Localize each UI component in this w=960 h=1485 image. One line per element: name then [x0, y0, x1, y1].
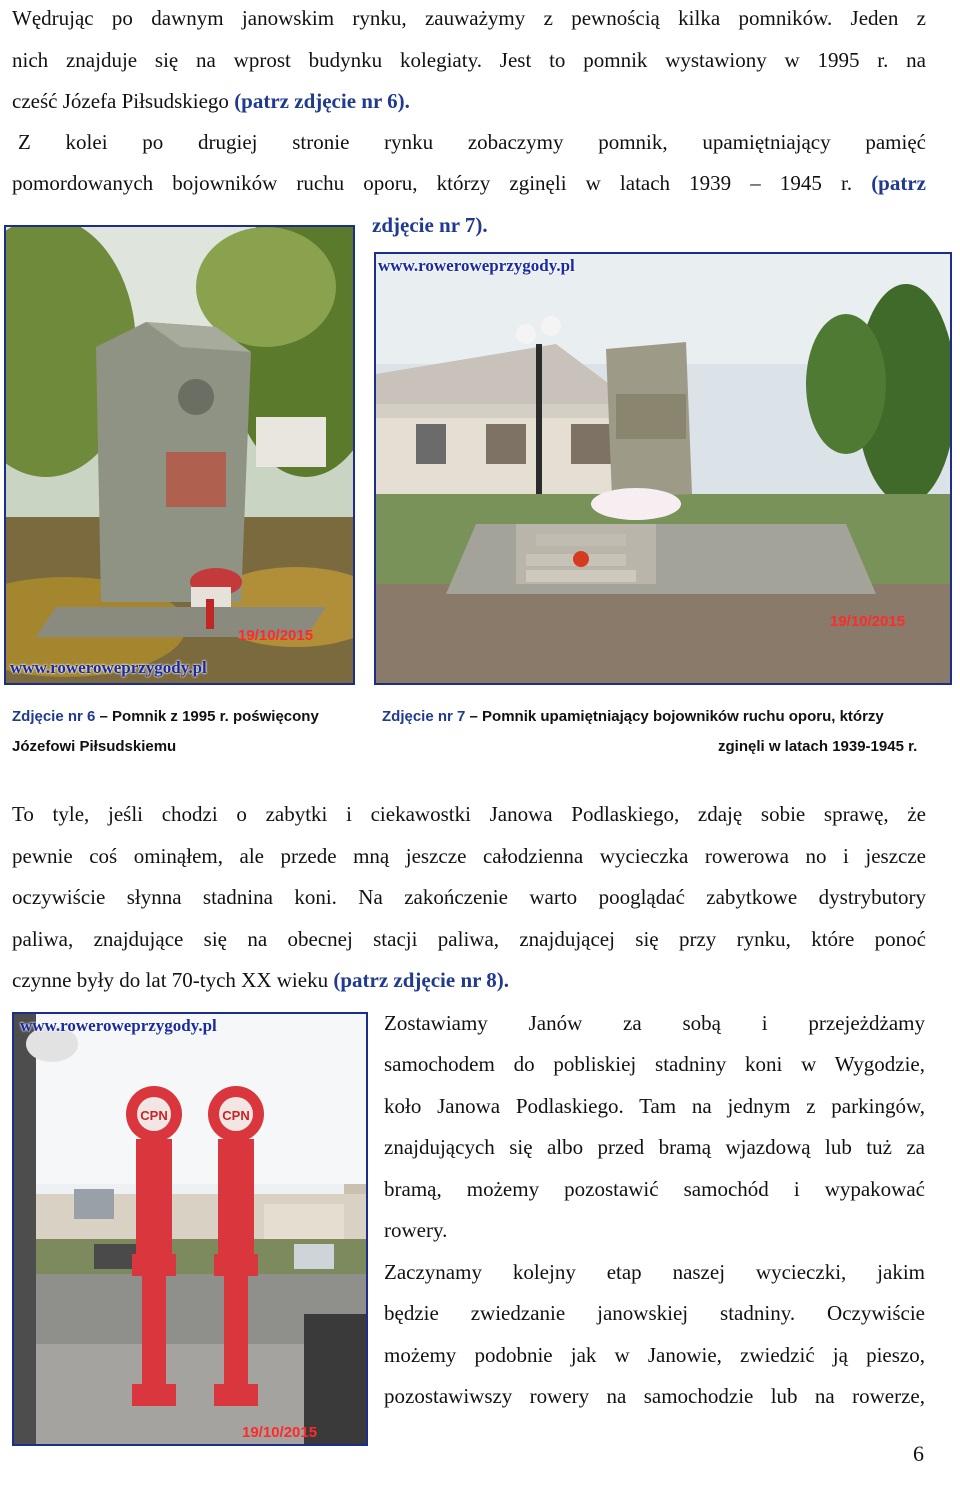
- photo-6: [4, 225, 355, 685]
- photo-7-caption-line-2: zginęli w latach 1939-1945 r.: [718, 738, 918, 755]
- para2-line-2: pewnie coś ominąłem, ale przede mną jeszcze całodzienna wycieczka rowerowa no i jeszcze: [12, 844, 926, 868]
- photo-8-date: 19/10/2015: [242, 1424, 318, 1441]
- photo-6-date: 19/10/2015: [238, 627, 314, 644]
- para2-text: czynne były do lat 70-tych XX wieku: [12, 968, 334, 992]
- right-line-10: pozostawiwszy rowery na samochodzie lub na rowerze,: [384, 1384, 925, 1408]
- photo-6-reference: (patrz zdjęcie nr 6).: [234, 89, 410, 113]
- photo-7-caption-ref: Zdjęcie nr 7: [382, 708, 466, 725]
- photo-7-caption-text: – Pomnik upamiętniający bojowników ruchu oporu, którzy: [465, 708, 884, 725]
- right-line-7: Zaczynamy kolejny etap naszej wycieczki, jakim: [384, 1260, 925, 1284]
- photo-6-watermark: www.roweroweprzygody.pl: [10, 658, 207, 677]
- right-line-9: możemy podobnie jak w Janowie, zwiedzić ją pieszo,: [384, 1343, 925, 1367]
- right-line-1: Zostawiamy Janów za sobą i przejeżdżamy: [384, 1011, 925, 1035]
- photo-7-caption: [382, 708, 884, 726]
- para2-line-5: [12, 968, 926, 992]
- photo-7-reference-start: (patrz: [871, 171, 926, 195]
- page-number: 6: [913, 1441, 924, 1466]
- photo-8-reference: (patrz zdjęcie nr 8).: [333, 968, 510, 992]
- photo-8: [12, 1012, 368, 1446]
- intro-line-2: nich znajduje się na wprost budynku kolegiaty. Jest to pomnik wystawiony w 1995 r. na: [12, 48, 926, 72]
- intro-line-3: [12, 89, 926, 113]
- intro-line-6: [372, 213, 572, 237]
- para2-line-4: paliwa, znajdujące się na obecnej stacji paliwa, znajdującej się przy rynku, które ponoć: [12, 927, 926, 951]
- right-line-3: koło Janowa Podlaskiego. Tam na jednym z parkingów,: [384, 1094, 925, 1118]
- intro-line-4: Z kolei po drugiej stronie rynku zobaczymy pomnik, upamiętniający pamięć: [18, 130, 926, 154]
- photo-6-caption-line-2: Józefowi Piłsudskiemu: [12, 738, 177, 755]
- svg-text:CPN: CPN: [222, 1108, 250, 1123]
- photo-7: [374, 252, 952, 685]
- right-line-4: znajdujących się albo przed bramą wjazdową lub tuż za: [384, 1135, 925, 1159]
- photo-6-caption-ref: Zdjęcie nr 6: [12, 708, 96, 725]
- photo-7-date: 19/10/2015: [830, 613, 906, 630]
- intro-line-5: [12, 171, 926, 195]
- photo-6-caption: [12, 708, 319, 726]
- right-line-2: samochodem do pobliskiej stadniny koni w Wygodzie,: [384, 1052, 925, 1076]
- para2-line-1: To tyle, jeśli chodzi o zabytki i ciekawostki Janowa Podlaskiego, zdaję sobie sprawę, że: [12, 802, 926, 826]
- para2-line-3: oczywiście słynna stadnina koni. Na zakończenie warto pooglądać zabytkowe dystrybutory: [12, 885, 926, 909]
- photo-7-reference-end: zdjęcie nr 7).: [372, 213, 488, 237]
- photo-8-image: [14, 1014, 366, 1444]
- photo-6-image: [6, 227, 353, 683]
- intro-line-1: Wędrując po dawnym janowskim rynku, zauważymy z pewnością kilka pomników. Jeden z: [12, 6, 926, 30]
- photo-8-watermark: www.roweroweprzygody.pl: [20, 1016, 217, 1035]
- photo-7-watermark: www.roweroweprzygody.pl: [378, 256, 575, 275]
- right-line-8: będzie zwiedzanie janowskiej stadniny. Oczywiście: [384, 1301, 925, 1325]
- right-line-5: bramą, możemy pozostawić samochód i wypakować: [384, 1177, 925, 1201]
- intro-text: cześć Józefa Piłsudskiego: [12, 89, 235, 113]
- right-line-6: rowery.: [384, 1218, 448, 1242]
- svg-text:CPN: CPN: [140, 1108, 168, 1123]
- photo-6-caption-text: – Pomnik z 1995 r. poświęcony: [95, 708, 319, 725]
- intro-text: pomordowanych bojowników ruchu oporu, którzy zginęli w latach 1939 – 1945 r.: [12, 171, 872, 195]
